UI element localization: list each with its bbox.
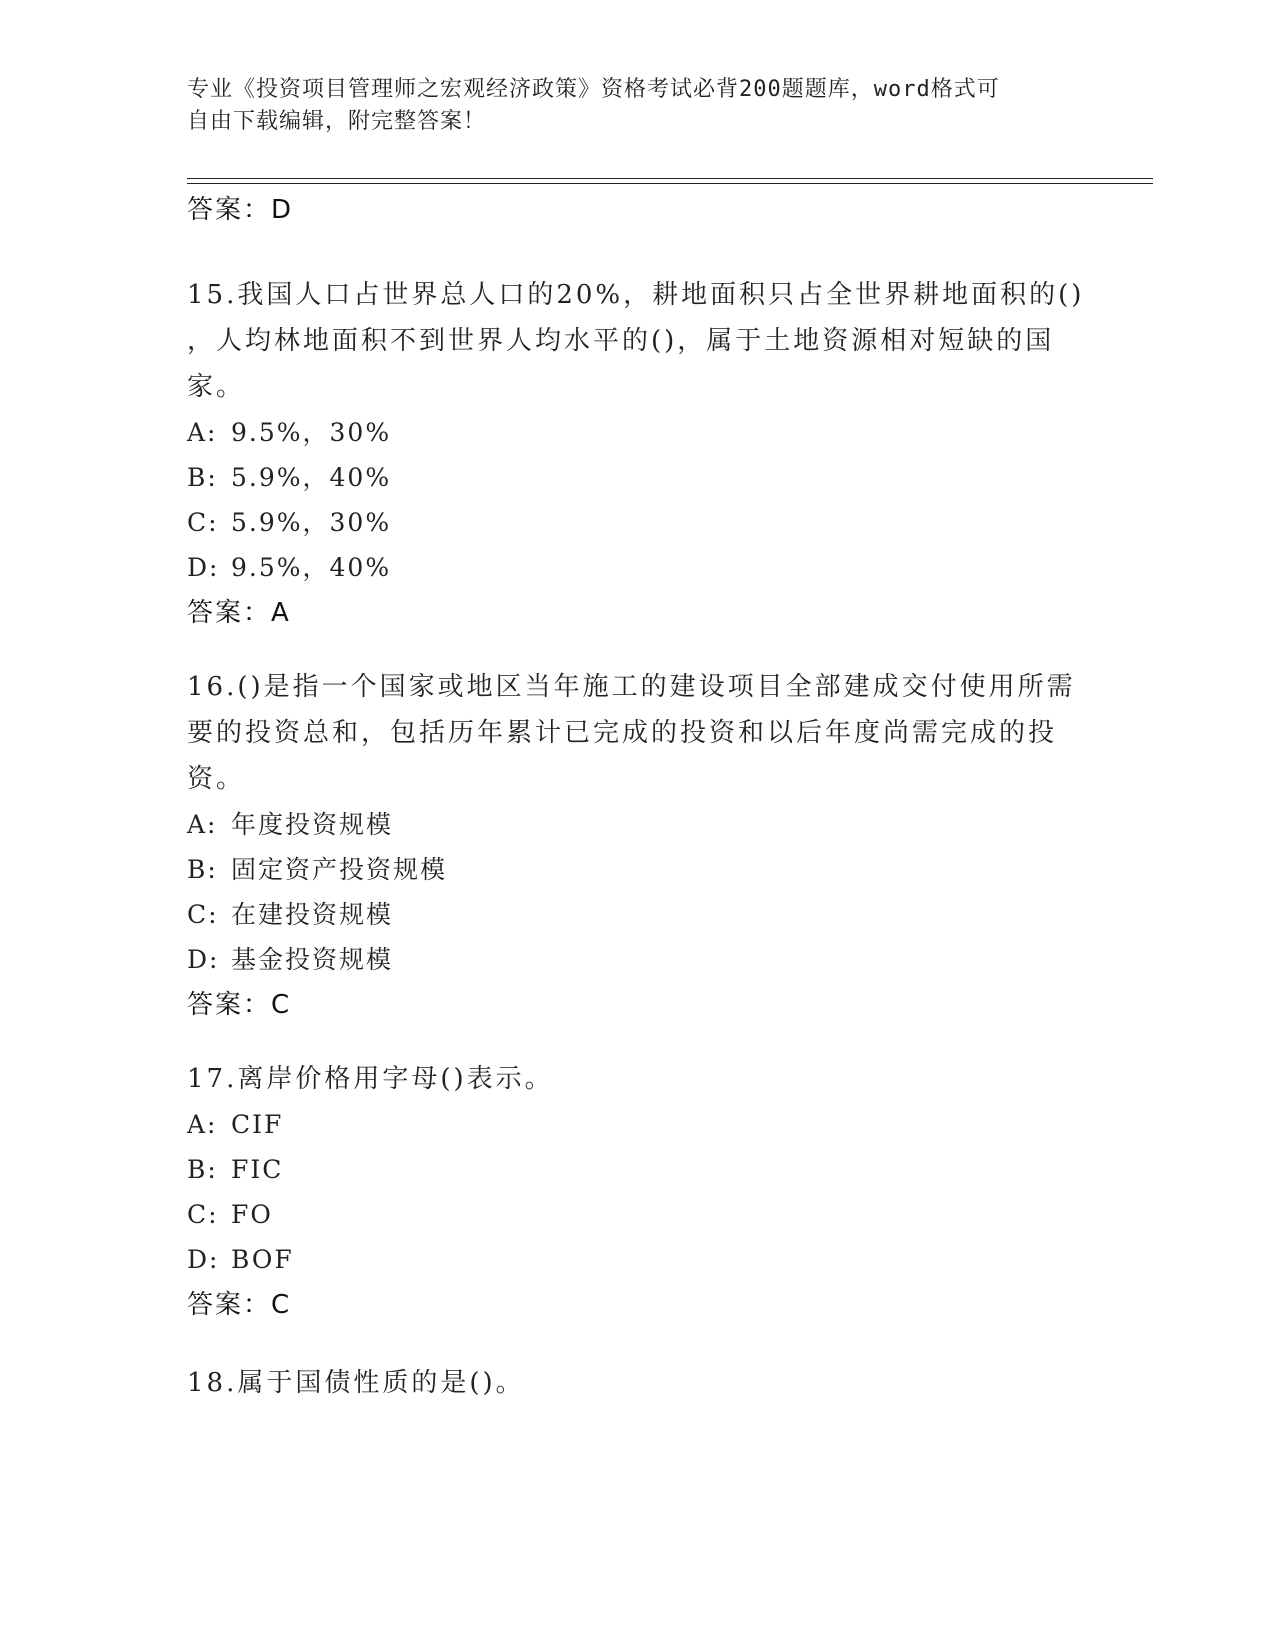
- option-a: A: 年度投资规模: [187, 810, 394, 839]
- option-a: A: CIF: [187, 1110, 284, 1139]
- question-16: [187, 664, 1087, 1028]
- question-16-line-2: 要的投资总和，包括历年累计已完成的投资和以后年度尚需完成的投: [187, 718, 1058, 748]
- option-c: C: 在建投资规模: [187, 900, 394, 929]
- document-header: [187, 74, 1087, 138]
- question-15-line-2: ，人均林地面积不到世界人均水平的()，属于土地资源相对短缺的国: [187, 326, 1055, 356]
- option-d: D: 9.5%，40%: [187, 553, 392, 582]
- question-15-line-3: 家。: [187, 372, 246, 402]
- answer-15: 答案：A: [187, 598, 291, 628]
- answer-previous: 答案：D: [187, 195, 294, 225]
- option-b: B: FIC: [187, 1155, 284, 1184]
- header-divider-bottom: [187, 183, 1153, 184]
- question-16-line-3: 资。: [187, 764, 246, 794]
- answer-16: 答案：C: [187, 990, 292, 1020]
- question-18: [187, 1360, 1087, 1406]
- option-c: C: FO: [187, 1200, 273, 1229]
- question-18-line-1: 18.属于国债性质的是()。: [187, 1368, 525, 1398]
- option-d: D: 基金投资规模: [187, 945, 394, 974]
- question-15: [187, 272, 1087, 636]
- option-b: B: 5.9%，40%: [187, 463, 392, 492]
- question-15-line-1: 15.我国人口占世界总人口的20%，耕地面积只占全世界耕地面积的(): [187, 280, 1085, 310]
- header-divider-top: [187, 178, 1153, 179]
- option-b: B: 固定资产投资规模: [187, 855, 448, 884]
- header-line-1: 专业《投资项目管理师之宏观经济政策》资格考试必背200题题库，word格式可: [187, 77, 1000, 102]
- question-17-line-1: 17.离岸价格用字母()表示。: [187, 1064, 554, 1094]
- question-16-line-1: 16.()是指一个国家或地区当年施工的建设项目全部建成交付使用所需: [187, 672, 1076, 702]
- answer-17: 答案：C: [187, 1290, 292, 1320]
- header-line-2: 自由下载编辑，附完整答案！: [187, 109, 487, 134]
- option-c: C: 5.9%，30%: [187, 508, 392, 537]
- option-d: D: BOF: [187, 1245, 294, 1274]
- option-a: A: 9.5%，30%: [187, 418, 392, 447]
- question-17: [187, 1056, 1087, 1328]
